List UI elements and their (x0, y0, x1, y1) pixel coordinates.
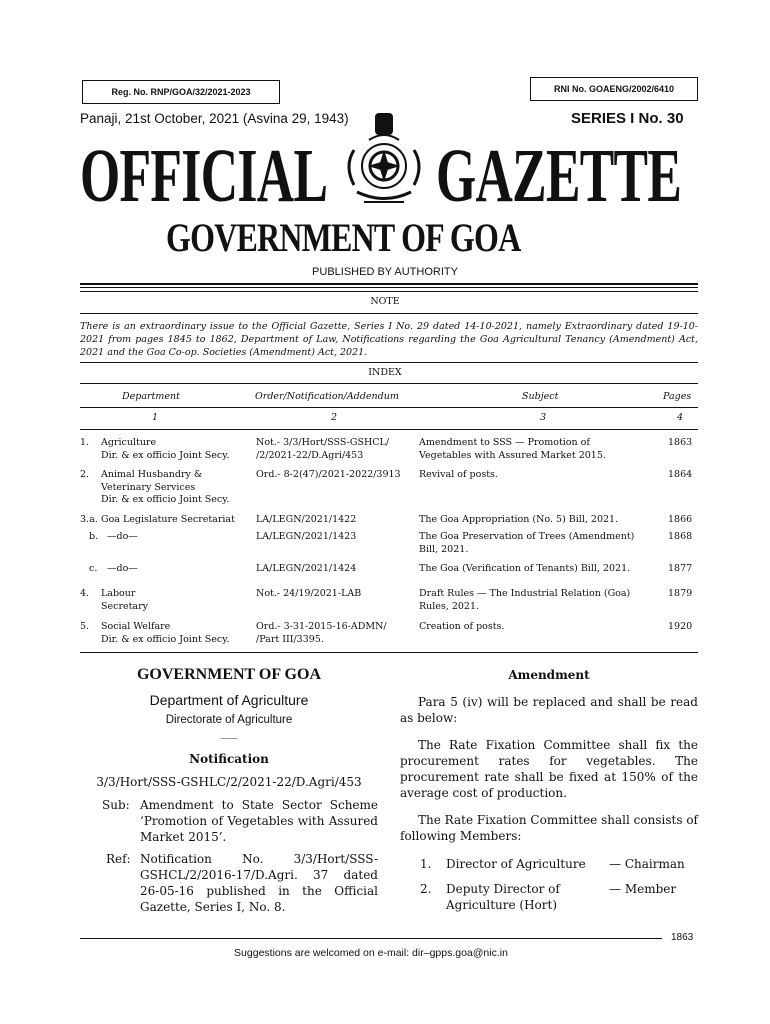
section-government-of-goa: GOVERNMENT OF GOA (136, 666, 321, 683)
row-number: 2. (80, 469, 90, 480)
row-department: Goa Legislature Secretariat (101, 514, 235, 525)
sub-label: Sub: (102, 798, 130, 812)
date-line: Panaji, 21st October, 2021 (Asvina 29, 1943) (80, 111, 349, 126)
row-pages: 1877 (668, 563, 693, 574)
index-col-num-1: 1 (152, 412, 159, 423)
amendment-para-2: The Rate Fixation Committee shall fix the procurement rates for vegetables. The procurement rate shall be fixed at 150% of the average cost of production. (400, 738, 698, 800)
row-number: 4. (80, 588, 90, 599)
department-name: Department of Agriculture (149, 692, 309, 708)
row-subject: Draft Rules — The Industrial Relation (Goa) Rules, 2021. (419, 588, 631, 612)
index-col-department: Department (122, 391, 180, 402)
row-department: —do— (107, 563, 138, 574)
row-department: Labour Secretary (101, 588, 149, 612)
amendment-para-1: Para 5 (iv) will be replaced and shall be read as below: (400, 695, 698, 725)
member-1-role: — Chairman (609, 857, 685, 871)
notification-heading: Notification (189, 752, 269, 766)
row-order: Not.- 3/3/Hort/SSS-GSHCL/ /2/2021-22/D.Agri/453 (256, 437, 390, 461)
row-department: Animal Husbandry & Veterinary Services Dir. & ex officio Joint Secy. (101, 469, 230, 505)
divider (80, 362, 698, 363)
directorate-name: Directorate of Agriculture (165, 714, 293, 726)
row-order: LA/LEGN/2021/1422 (256, 514, 357, 525)
row-subject: The Goa (Verification of Tenants) Bill, 2021. (419, 563, 631, 574)
member-2-number: 2. (420, 882, 432, 896)
member-1-number: 1. (420, 857, 432, 871)
published-by-authority: PUBLISHED BY AUTHORITY (312, 266, 458, 278)
row-pages: 1879 (668, 588, 693, 599)
amendment-heading: Amendment (508, 668, 590, 682)
row-order: Ord.- 8-2(47)/2021-2022/3913 (256, 469, 401, 480)
row-number: 3.a. (80, 514, 98, 525)
index-col-num-4: 4 (677, 412, 684, 423)
index-col-num-2: 2 (331, 412, 338, 423)
index-col-num-3: 3 (540, 412, 547, 423)
note-text: There is an extraordinary issue to the Official Gazette, Series I No. 29 dated 14-10-2021, namely Extraordinary dated 19-10-2021 from pages 1845 to 1862, Department of Law, Notifications regarding the Goa Agricultural Tenancy (Amendment) Act, 2021 and the Goa Co-op. Societies (Amendment) Act, 2021. (80, 321, 698, 358)
row-department: Social Welfare Dir. & ex officio Joint Secy. (101, 621, 230, 645)
row-order: LA/LEGN/2021/1424 (256, 563, 357, 574)
member-1-name: Director of Agriculture (446, 857, 586, 871)
index-col-order: Order/Notification/Addendum (255, 391, 399, 402)
note-heading: NOTE (370, 296, 400, 307)
amendment-para-3: The Rate Fixation Committee shall consists of following Members: (400, 813, 698, 843)
row-pages: 1868 (668, 531, 693, 542)
row-department: —do— (107, 531, 138, 542)
member-2-role: — Member (609, 882, 677, 896)
notification-number: 3/3/Hort/SSS-GSHLC/2/2021-22/D.Agri/453 (96, 775, 362, 789)
title-official: OFFICIAL (80, 134, 328, 218)
rni-number-box: RNI No. GOAENG/2002/6410 (530, 77, 698, 101)
row-order: Ord.- 3-31-2015-16-ADMN/ /Part III/3395. (256, 621, 387, 645)
sub-text: Amendment to State Sector Scheme ‘Promotion of Vegetables with Assured Market 2015’. (140, 798, 378, 844)
divider (80, 287, 698, 288)
index-col-subject: Subject (522, 391, 559, 402)
row-department: Agriculture Dir. & ex officio Joint Secy. (101, 437, 230, 461)
page-number: 1863 (671, 932, 694, 943)
row-number: b. (89, 531, 99, 542)
row-pages: 1863 (668, 437, 693, 448)
divider (80, 429, 698, 430)
title-government-of-goa: GOVERNMENT OF GOA (166, 215, 521, 260)
divider (80, 283, 698, 285)
row-number: 1. (80, 437, 90, 448)
reg-number-box: Reg. No. RNP/GOA/32/2021-2023 (82, 80, 280, 104)
row-order: Not.- 24/19/2021-LAB (256, 588, 362, 599)
index-col-pages: Pages (663, 391, 692, 402)
row-number: 5. (80, 621, 90, 632)
row-pages: 1866 (668, 514, 693, 525)
row-pages: 1864 (668, 469, 693, 480)
row-subject: The Goa Appropriation (No. 5) Bill, 2021. (419, 514, 619, 525)
row-subject: Revival of posts. (419, 469, 498, 480)
row-subject: Creation of posts. (419, 621, 505, 632)
divider (80, 407, 698, 408)
divider (80, 652, 698, 653)
ref-text: Notification No. 3/3/Hort/SSS-GSHCL/2/2016-17/D.Agri. 37 dated 26-05-16 published in the Official Gazette, Series I, No. 8. (140, 852, 378, 914)
state-emblem-icon (339, 110, 429, 218)
row-number: c. (89, 563, 98, 574)
footer-rule (80, 938, 662, 939)
member-2-name: Deputy Director of Agriculture (Hort) (446, 882, 560, 912)
row-subject: Amendment to SSS — Promotion of Vegetables with Assured Market 2015. (419, 437, 606, 461)
series-number: SERIES I No. 30 (571, 110, 684, 127)
divider (80, 383, 698, 384)
row-order: LA/LEGN/2021/1423 (256, 531, 357, 542)
divider (80, 313, 698, 314)
separator-dash: ___ (220, 726, 238, 739)
divider (80, 291, 698, 292)
row-pages: 1920 (668, 621, 693, 632)
index-heading: INDEX (368, 367, 402, 378)
row-subject: The Goa Preservation of Trees (Amendment) Bill, 2021. (419, 531, 635, 555)
footer-suggestion: Suggestions are welcomed on e-mail: dir–gpps.goa@nic.in (234, 947, 508, 959)
ref-label: Ref: (106, 852, 131, 866)
title-gazette: GAZETTE (436, 134, 682, 218)
